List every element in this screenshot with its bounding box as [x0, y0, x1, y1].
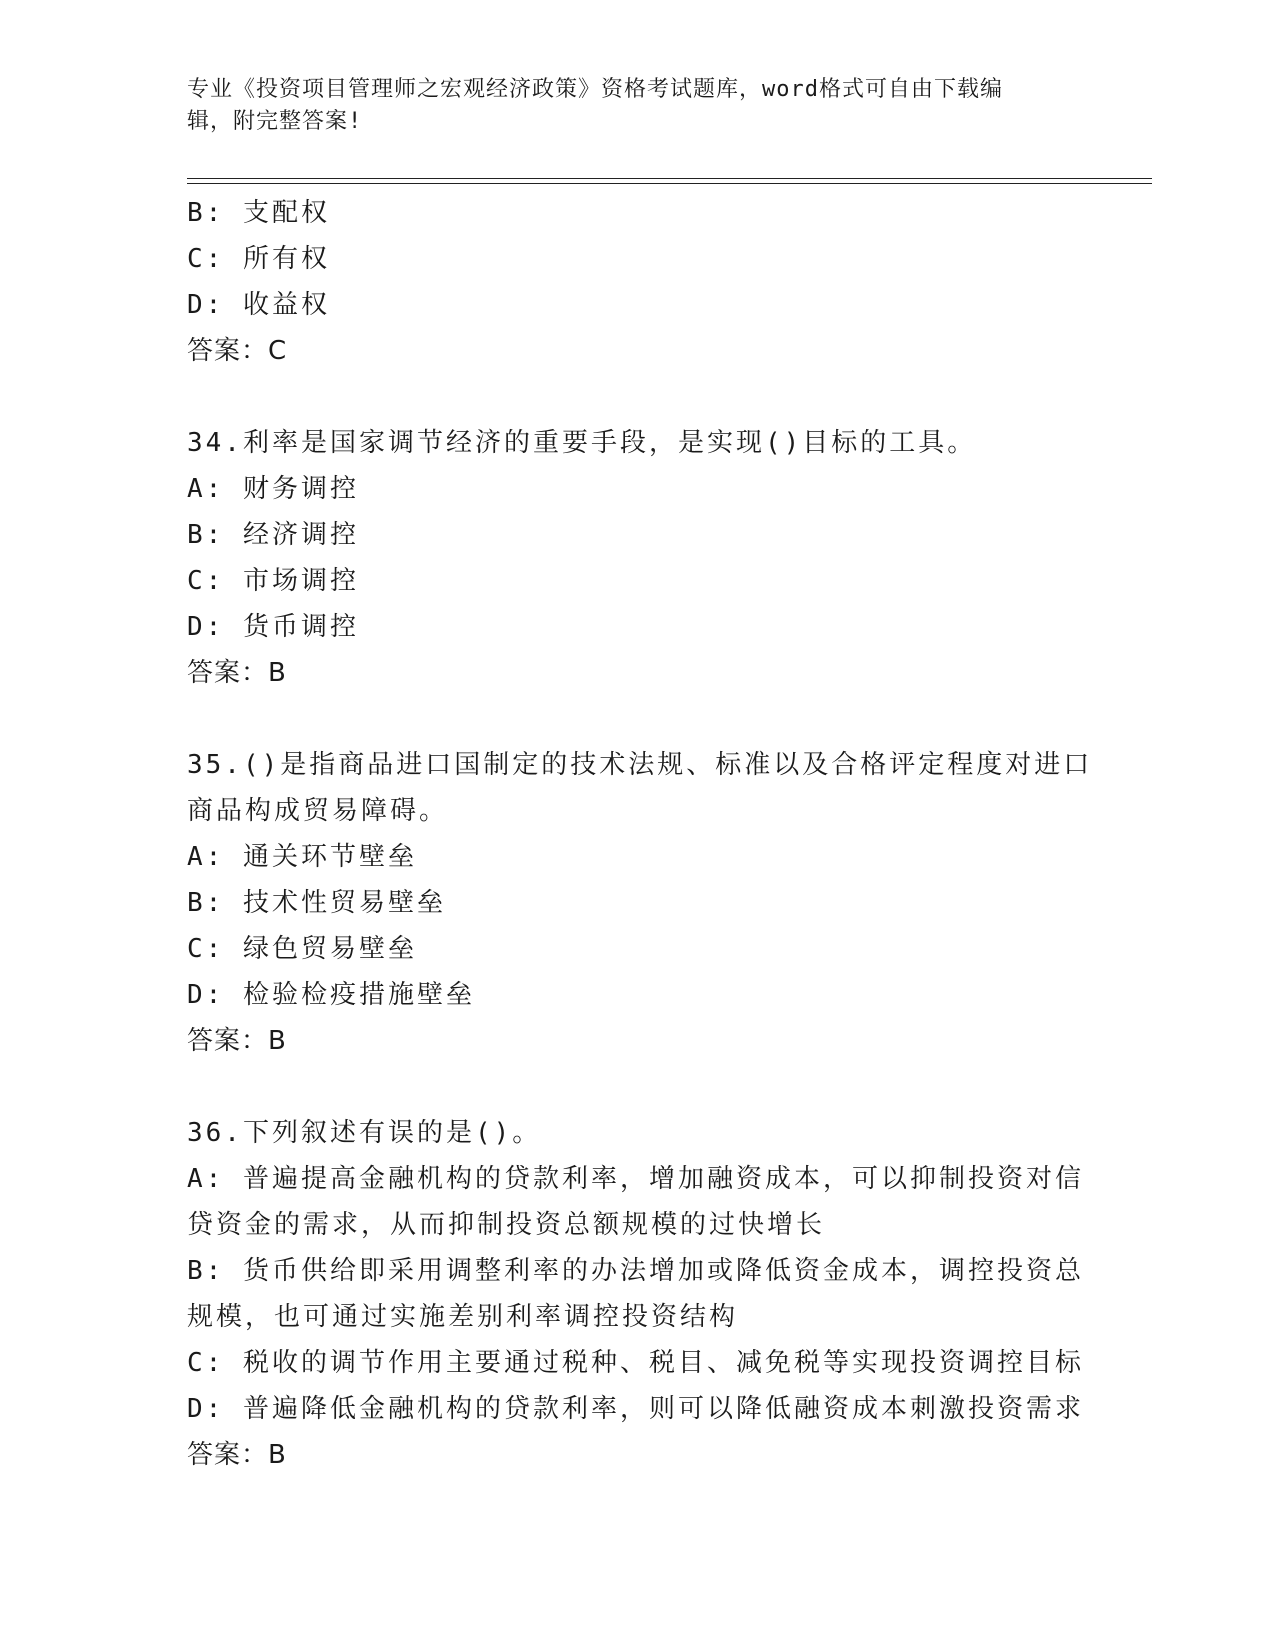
spacer	[187, 1064, 1087, 1110]
option-a-line-1: A: 普遍提高金融机构的贷款利率，增加融资成本，可以抑制投资对信	[187, 1164, 1084, 1194]
option-d: D: 收益权	[187, 290, 330, 320]
option-d: D: 货币调控	[187, 612, 359, 642]
question-stem: 34.利率是国家调节经济的重要手段，是实现()目标的工具。	[187, 428, 977, 458]
question-34	[187, 420, 1087, 696]
question-stem-line-2: 商品构成贸易障碍。	[187, 796, 449, 826]
option-c: C: 所有权	[187, 244, 330, 274]
header-line-1: 专业《投资项目管理师之宏观经济政策》资格考试题库，word格式可自由下载编	[187, 77, 1003, 102]
option-b: B: 经济调控	[187, 520, 359, 550]
option-c: C: 税收的调节作用主要通过税种、税目、减免税等实现投资调控目标	[187, 1348, 1084, 1378]
question-33-tail	[187, 190, 1087, 374]
answer: 答案：B	[187, 1026, 287, 1056]
question-36	[187, 1110, 1087, 1478]
option-c: C: 绿色贸易壁垒	[187, 934, 417, 964]
question-stem-line-1: 35.()是指商品进口国制定的技术法规、标准以及合格评定程度对进口	[187, 750, 1093, 780]
option-b-line-2: 规模，也可通过实施差别利率调控投资结构	[187, 1302, 739, 1332]
answer: 答案：B	[187, 658, 287, 688]
header-rule-top	[187, 178, 1152, 179]
option-d: D: 普遍降低金融机构的贷款利率，则可以降低融资成本刺激投资需求	[187, 1394, 1084, 1424]
question-35	[187, 742, 1093, 1064]
option-a: A: 财务调控	[187, 474, 359, 504]
option-d: D: 检验检疫措施壁垒	[187, 980, 475, 1010]
question-list	[187, 190, 1093, 1478]
header-line-2: 辑，附完整答案!	[187, 109, 363, 134]
document-header	[187, 74, 1067, 138]
answer: 答案：C	[187, 336, 288, 366]
option-a: A: 通关环节壁垒	[187, 842, 417, 872]
question-stem: 36.下列叙述有误的是()。	[187, 1118, 542, 1148]
header-rule-bottom	[187, 183, 1152, 184]
option-b: B: 支配权	[187, 198, 330, 228]
option-c: C: 市场调控	[187, 566, 359, 596]
spacer	[187, 374, 1087, 420]
spacer	[187, 696, 1087, 742]
option-a-line-2: 贷资金的需求，从而抑制投资总额规模的过快增长	[187, 1210, 826, 1240]
answer: 答案：B	[187, 1440, 287, 1470]
option-b: B: 技术性贸易壁垒	[187, 888, 446, 918]
option-b-line-1: B: 货币供给即采用调整利率的办法增加或降低资金成本，调控投资总	[187, 1256, 1084, 1286]
